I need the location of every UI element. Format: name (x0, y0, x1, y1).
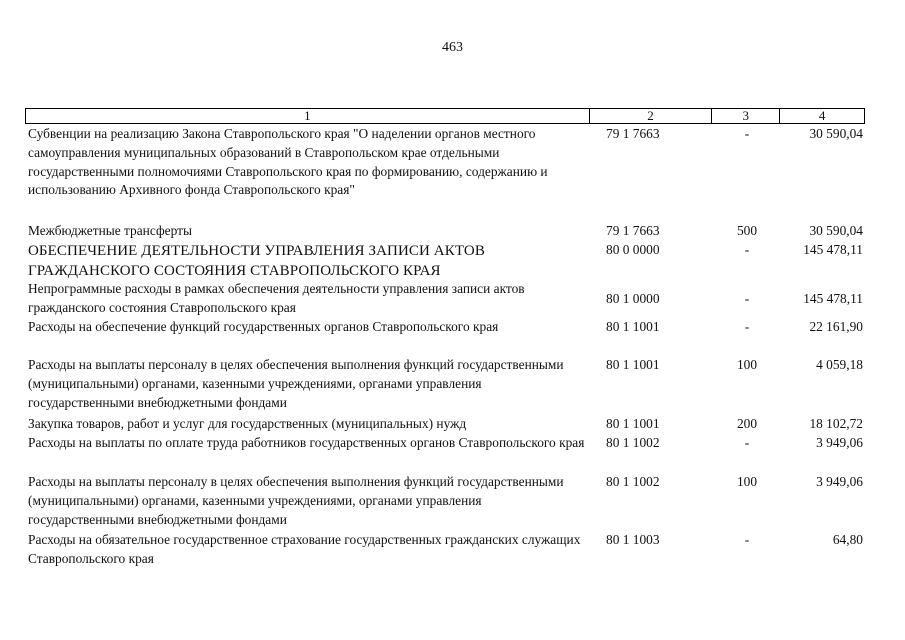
row-amount: 30 590,04 (809, 126, 863, 141)
row-amount: 64,80 (832, 532, 863, 547)
row-amount: 3 949,06 (816, 435, 863, 450)
row-type: - (744, 126, 750, 141)
row-name: Непрограммные расходы в рамках обеспечения деятельности управления записи актов гражданского состояния Ставропольского края (28, 281, 525, 315)
table-header-row (25, 108, 865, 124)
table-row (25, 125, 865, 200)
row-amount: 22 161,90 (809, 319, 863, 334)
row-code: 80 1 1002 (606, 474, 660, 489)
row-amount: 145 478,11 (803, 242, 863, 257)
row-code: 80 1 0000 (606, 291, 660, 306)
row-code: 80 1 1001 (606, 416, 660, 431)
row-name: Расходы на обеспечение функций государственных органов Ставропольского края (28, 319, 499, 334)
row-name: Межбюджетные трансферты (28, 223, 192, 238)
row-name: ОБЕСПЕЧЕНИЕ ДЕЯТЕЛЬНОСТИ УПРАВЛЕНИЯ ЗАПИСИ АКТОВ ГРАЖДАНСКОГО СОСТОЯНИЯ СТАВРОПОЛЬСКОГО КРАЯ (28, 243, 485, 279)
table-row (25, 222, 865, 241)
column-header-4: 4 (818, 108, 826, 123)
row-amount: 3 949,06 (816, 474, 863, 489)
table-row (25, 473, 865, 529)
budget-table (25, 108, 865, 566)
row-code: 80 1 1003 (606, 532, 660, 547)
table-row (25, 356, 865, 412)
row-type: 500 (736, 223, 758, 238)
row-type: - (744, 291, 750, 306)
row-name: Субвенции на реализацию Закона Ставропольского края "О наделении органов местного самоуправления муниципальных образований в Ставропольском крае отдельными государственными полномочиями Ставропольского края по формированию, содержанию и использованию Архивного фонда Ставропольского края" (28, 126, 548, 198)
row-name: Расходы на обязательное государственное страхование государственных гражданских служащих Ставропольского края (28, 532, 581, 566)
row-code: 79 1 7663 (606, 126, 660, 141)
row-code: 80 1 1001 (606, 319, 660, 334)
table-row (25, 434, 865, 453)
table-row (25, 280, 865, 318)
row-code: 80 0 0000 (606, 242, 660, 257)
row-code: 79 1 7663 (606, 223, 660, 238)
row-amount: 30 590,04 (809, 223, 863, 238)
row-type: 100 (736, 474, 758, 489)
row-type: - (744, 242, 750, 257)
row-type: 200 (736, 416, 758, 431)
column-header-2: 2 (590, 109, 713, 123)
row-type: 100 (736, 357, 758, 372)
row-amount: 18 102,72 (809, 416, 863, 431)
row-amount: 145 478,11 (803, 291, 863, 306)
column-header-3: 3 (712, 109, 780, 123)
row-type: - (744, 435, 750, 450)
row-type: - (744, 319, 750, 334)
row-code: 80 1 1002 (606, 435, 660, 450)
table-row (25, 318, 865, 337)
row-amount: 4 059,18 (816, 357, 863, 372)
row-type: - (744, 532, 750, 547)
column-header-1: 1 (26, 109, 590, 123)
row-name: Расходы на выплаты по оплате труда работников государственных органов Ставропольского края (28, 435, 585, 450)
table-row (25, 241, 865, 281)
table-row (25, 531, 865, 569)
row-name: Расходы на выплаты персоналу в целях обеспечения выполнения функций государственными (муниципальными) органами, казенными учреждениями, органами управления государственными внебюджетными фондами (28, 474, 564, 527)
row-name: Закупка товаров, работ и услуг для государственных (муниципальных) нужд (28, 416, 467, 431)
row-name: Расходы на выплаты персоналу в целях обеспечения выполнения функций государственными (муниципальными) органами, казенными учреждениями, органами управления государственными внебюджетными фондами (28, 357, 564, 410)
page-number: 463 (442, 40, 463, 55)
row-code: 80 1 1001 (606, 357, 660, 372)
table-row (25, 415, 865, 434)
